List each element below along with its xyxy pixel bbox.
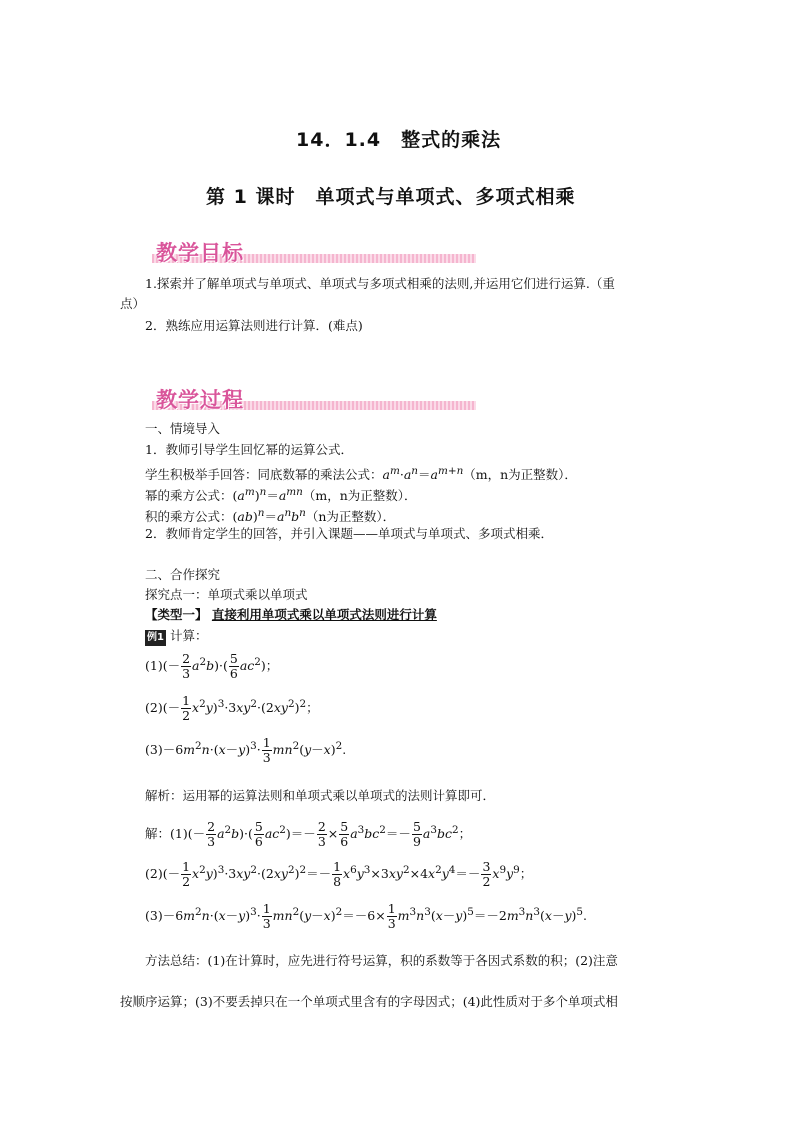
example-badge: 例1 bbox=[145, 630, 166, 646]
formula-product-power: $(ab)^n=a^nb^n$ bbox=[232, 507, 306, 525]
type-1-bracket: 【类型一】 bbox=[145, 607, 208, 622]
solution-2: (2)(－ $\frac{1}{2}$ $x^2y)^3\cdot 3xy^2\cdot(2xy^2)^2=-$ $\frac{1}{8}$ $x^6y^3\times 3xy^2\times 4x^2y^4=-$ $\frac{3}{2}$ $x^9y^9$； bbox=[145, 859, 533, 889]
formula-same-base: $a^m\cdot a^n=a^{m+n}$ bbox=[382, 465, 464, 483]
solution-label: 解： bbox=[145, 826, 171, 841]
problem-1: (1)(－ $\frac{2}{3}$ $a^2b)\cdot$( $\frac{5}{6}$ $ac^2$)； bbox=[145, 651, 279, 681]
intro-line-3-prefix: 幂的乘方公式： bbox=[145, 488, 233, 504]
solution-1: 解：(1)(－ $\frac{2}{3}$ $a^2b)\cdot$( $\frac{5}{6}$ $ac^2)=-$ $\frac{2}{3}$ × $\frac{5}{6}$ $a^3bc^2=-$ $\frac{5}{9}$ $a^3bc^2$； bbox=[145, 819, 472, 849]
intro-line-2-prefix: 学生积极举手回答：同底数幂的乘法公式： bbox=[145, 467, 383, 483]
solution-3: $(3)-6m^2n\cdot(x-y)^3\cdot$ $\frac{1}{3}$ $mn^2(y-x)^2=-6\times$ $\frac{1}{3}$ $m^3n^3(x-y)^5=-2m^3n^3(x-y)^5$. bbox=[145, 901, 588, 931]
intro-line-4 bbox=[145, 505, 395, 525]
intro-line-5: 2．教师肯定学生的回答，并引入课题——单项式与单项式、多项式相乘． bbox=[145, 526, 553, 541]
type-1-heading bbox=[145, 607, 437, 623]
page-subtitle: 第 1 课时 单项式与单项式、多项式相乘 bbox=[206, 186, 576, 208]
process-heading-banner bbox=[152, 384, 476, 412]
formula-power: $(a^m)^n=a^{mn}$ bbox=[232, 486, 303, 504]
part1-title: 一、情境导入 bbox=[145, 421, 221, 436]
intro-line-4-prefix: 积的乘方公式： bbox=[145, 509, 233, 525]
problem-2: (2)(－ $\frac{1}{2}$ $x^2y)^3\cdot 3xy^2\cdot(2xy^2)^2$； bbox=[145, 693, 319, 723]
method-summary-line-1: 方法总结：(1)在计算时，应先进行符号运算，积的系数等于各因式系数的积；(2)注意 bbox=[145, 953, 618, 968]
goals-heading: 教学目标 bbox=[156, 241, 244, 265]
method-summary-line-2: 按顺序运算；(3)不要丢掉只在一个单项式里含有的字母因式；(4)此性质对于多个单项式相 bbox=[120, 994, 618, 1009]
goals-heading-banner bbox=[152, 237, 476, 265]
compute-label: 计算： bbox=[169, 628, 208, 643]
intro-line-2-cond: （m，n为正整数）． bbox=[463, 467, 577, 483]
goal-1-line-1: 1.探索并了解单项式与单项式、单项式与多项式相乘的法则,并运用它们进行运算.（重 bbox=[145, 276, 615, 291]
goal-2: 2．熟练应用运算法则进行计算．(难点) bbox=[145, 318, 363, 333]
part2-title: 二、合作探究 bbox=[145, 567, 221, 582]
goal-1-line-2: 点） bbox=[120, 296, 146, 311]
explore-point-1: 探究点一：单项式乘以单项式 bbox=[145, 587, 308, 602]
intro-line-1: 1．教师引导学生回忆幂的运算公式． bbox=[145, 442, 353, 457]
page-title: 14．1.4 整式的乘法 bbox=[296, 129, 502, 151]
process-heading: 教学过程 bbox=[156, 388, 244, 412]
intro-line-2 bbox=[145, 463, 577, 483]
analysis: 解析：运用幂的运算法则和单项式乘以单项式的法则计算即可． bbox=[145, 788, 496, 803]
example-1-intro bbox=[145, 628, 207, 646]
intro-line-3-cond: （m，n为正整数）． bbox=[302, 488, 417, 504]
type-1-text: 直接利用单项式乘以单项式法则进行计算 bbox=[211, 607, 437, 622]
intro-line-3 bbox=[145, 484, 417, 504]
intro-line-4-cond: （n为正整数）． bbox=[305, 509, 396, 525]
problem-3: $(3)-6m^2n\cdot(x-y)^3\cdot$ $\frac{1}{3}$ $mn^2(y-x)^2$. bbox=[145, 735, 347, 765]
